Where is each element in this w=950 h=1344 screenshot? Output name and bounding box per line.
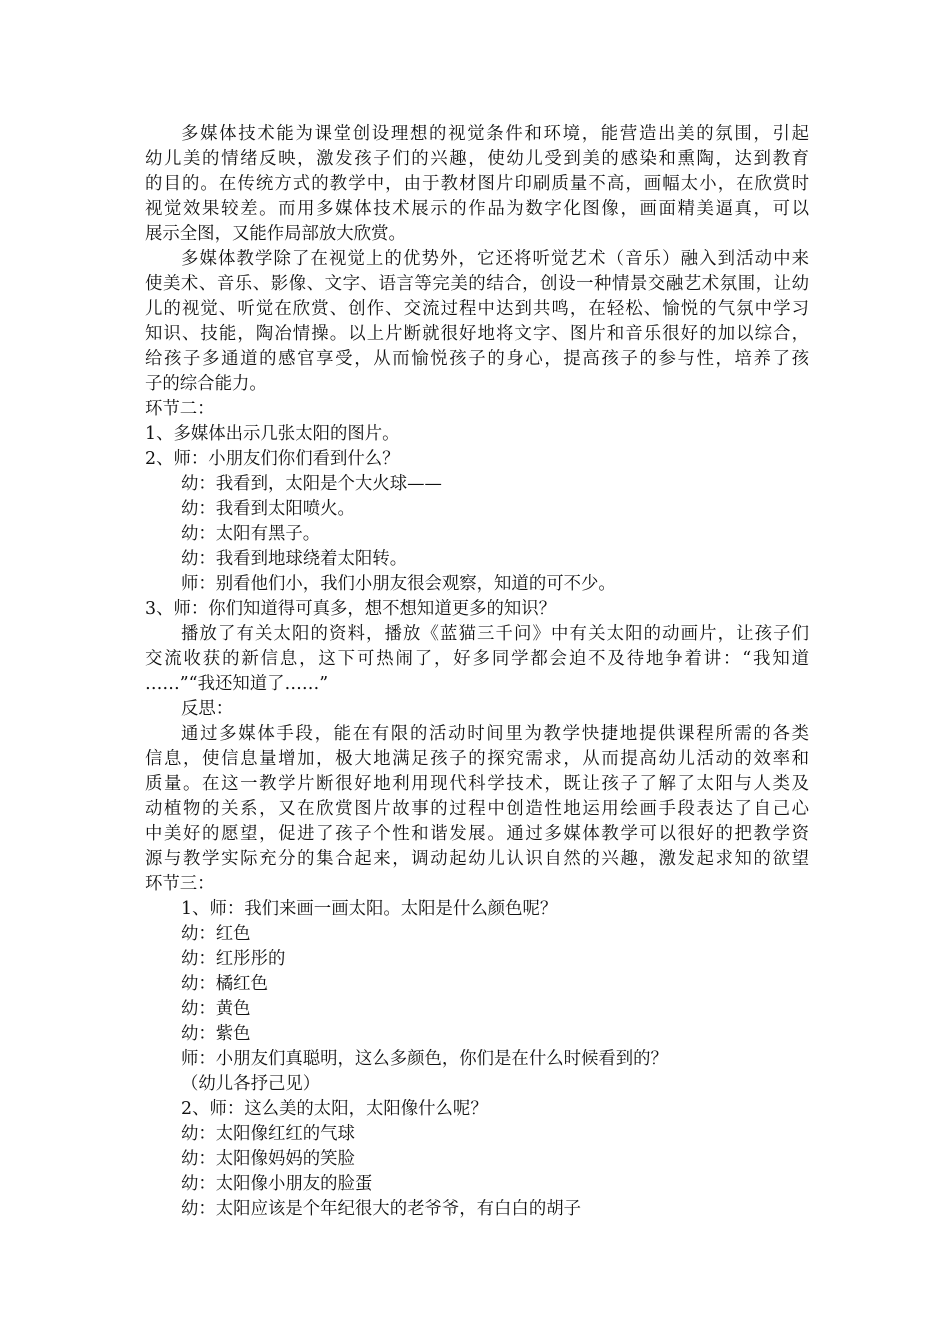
text-line: ……”“我还知道了……” — [145, 674, 329, 694]
dialog-line: 幼：紫色 — [181, 1024, 251, 1044]
text-line: 使美术、音乐、影像、文字、语言等完美的结合，创设一种情景交融艺术氛围，让幼 — [145, 274, 809, 294]
dialog-line: 幼：太阳像小朋友的脸蛋 — [181, 1174, 373, 1194]
text-line: 中美好的愿望，促进了孩子个性和谐发展。通过多媒体教学可以很好的把教学资 — [145, 824, 809, 844]
dialog-line: 幼：橘红色 — [181, 974, 268, 994]
text-line: 的目的。在传统方式的教学中，由于教材图片印刷质量不高，画幅太小，在欣赏时 — [145, 174, 809, 194]
section2-dialog — [145, 472, 809, 597]
paragraph-animation — [145, 622, 809, 697]
text-line: 视觉效果较差。而用多媒体技术展示的作品为数字化图像，画面精美逼真，可以 — [145, 199, 809, 219]
section-heading-3: 环节三： — [145, 874, 215, 894]
dialog-line: （幼儿各抒己见） — [181, 1074, 321, 1094]
section2-item-2: 2、师：小朋友们你们看到什么？ — [145, 449, 400, 469]
text-line: 给孩子多通道的感官享受，从而愉悦孩子的身心，提高孩子的参与性，培养了孩 — [145, 349, 809, 369]
dialog-line: 幼：我看到地球绕着太阳转。 — [181, 549, 408, 569]
dialog-line: 幼：太阳像妈妈的笑脸 — [181, 1149, 355, 1169]
reflection-heading: 反思： — [181, 699, 234, 719]
text-line: 动植物的关系，又在欣赏图片故事的过程中创造性地运用绘画手段表达了自己心 — [145, 799, 809, 819]
dialog-line: 1、师：我们来画一画太阳。太阳是什么颜色呢？ — [181, 899, 558, 919]
document-page — [145, 122, 809, 1222]
dialog-line: 幼：太阳应该是个年纪很大的老爷爷，有白白的胡子 — [181, 1199, 581, 1219]
text-line: 通过多媒体手段，能在有限的活动时间里为教学快捷地提供课程所需的各类 — [181, 724, 809, 744]
dialog-line: 幼：红色 — [181, 924, 251, 944]
text-line: 多媒体教学除了在视觉上的优势外，它还将听觉艺术（音乐）融入到活动中来 — [181, 249, 809, 269]
text-line: 多媒体技术能为课堂创设理想的视觉条件和环境，能营造出美的氛围，引起 — [181, 124, 809, 144]
text-line: 知识、技能，陶冶情操。以上片断就很好地将文字、图片和音乐很好的加以综合， — [145, 324, 809, 344]
paragraph-multimedia-audio — [145, 247, 809, 397]
text-line: 源与教学实际充分的集合起来，调动起幼儿认识自然的兴趣，激发起求知的欲望 — [145, 849, 809, 869]
text-line: 信息，使信息量增加，极大地满足孩子的探究需求，从而提高幼儿活动的效率和 — [145, 749, 809, 769]
dialog-line: 幼：太阳有黑子。 — [181, 524, 321, 544]
dialog-line: 2、师：这么美的太阳，太阳像什么呢？ — [181, 1099, 488, 1119]
dialog-line: 幼：我看到太阳喷火。 — [181, 499, 355, 519]
text-line: 子的综合能力。 — [145, 374, 267, 394]
paragraph-multimedia-visual — [145, 122, 809, 247]
section3-dialog — [145, 897, 809, 1222]
dialog-line: 幼：我看到，太阳是个大火球—— — [181, 474, 442, 494]
dialog-line: 幼：太阳像红红的气球 — [181, 1124, 355, 1144]
text-line: 质量。在这一教学片断很好地利用现代科学技术，既让孩子了解了太阳与人类及 — [145, 774, 809, 794]
paragraph-reflection — [145, 722, 809, 872]
dialog-line: 幼：红彤彤的 — [181, 949, 286, 969]
text-line: 展示全图，又能作局部放大欣赏。 — [145, 224, 406, 244]
text-line: 儿的视觉、听觉在欣赏、创作、交流过程中达到共鸣，在轻松、愉悦的气氛中学习 — [145, 299, 809, 319]
text-line: 幼儿美的情绪反映，激发孩子们的兴趣，使幼儿受到美的感染和熏陶，达到教育 — [145, 149, 809, 169]
section2-item-3: 3、师：你们知道得可真多，想不想知道更多的知识？ — [145, 599, 557, 619]
dialog-line: 师：小朋友们真聪明，这么多颜色，你们是在什么时候看到的？ — [181, 1049, 668, 1069]
dialog-line: 幼：黄色 — [181, 999, 251, 1019]
section2-item-1: 1、多媒体出示几张太阳的图片。 — [145, 424, 400, 444]
section-heading-2: 环节二： — [145, 399, 215, 419]
text-line: 播放了有关太阳的资料，播放《蓝猫三千问》中有关太阳的动画片，让孩子们 — [181, 624, 809, 644]
text-line: 交流收获的新信息，这下可热闹了，好多同学都会迫不及待地争着讲：“我知道 — [145, 649, 809, 669]
dialog-line: 师：别看他们小，我们小朋友很会观察，知道的可不少。 — [181, 574, 616, 594]
